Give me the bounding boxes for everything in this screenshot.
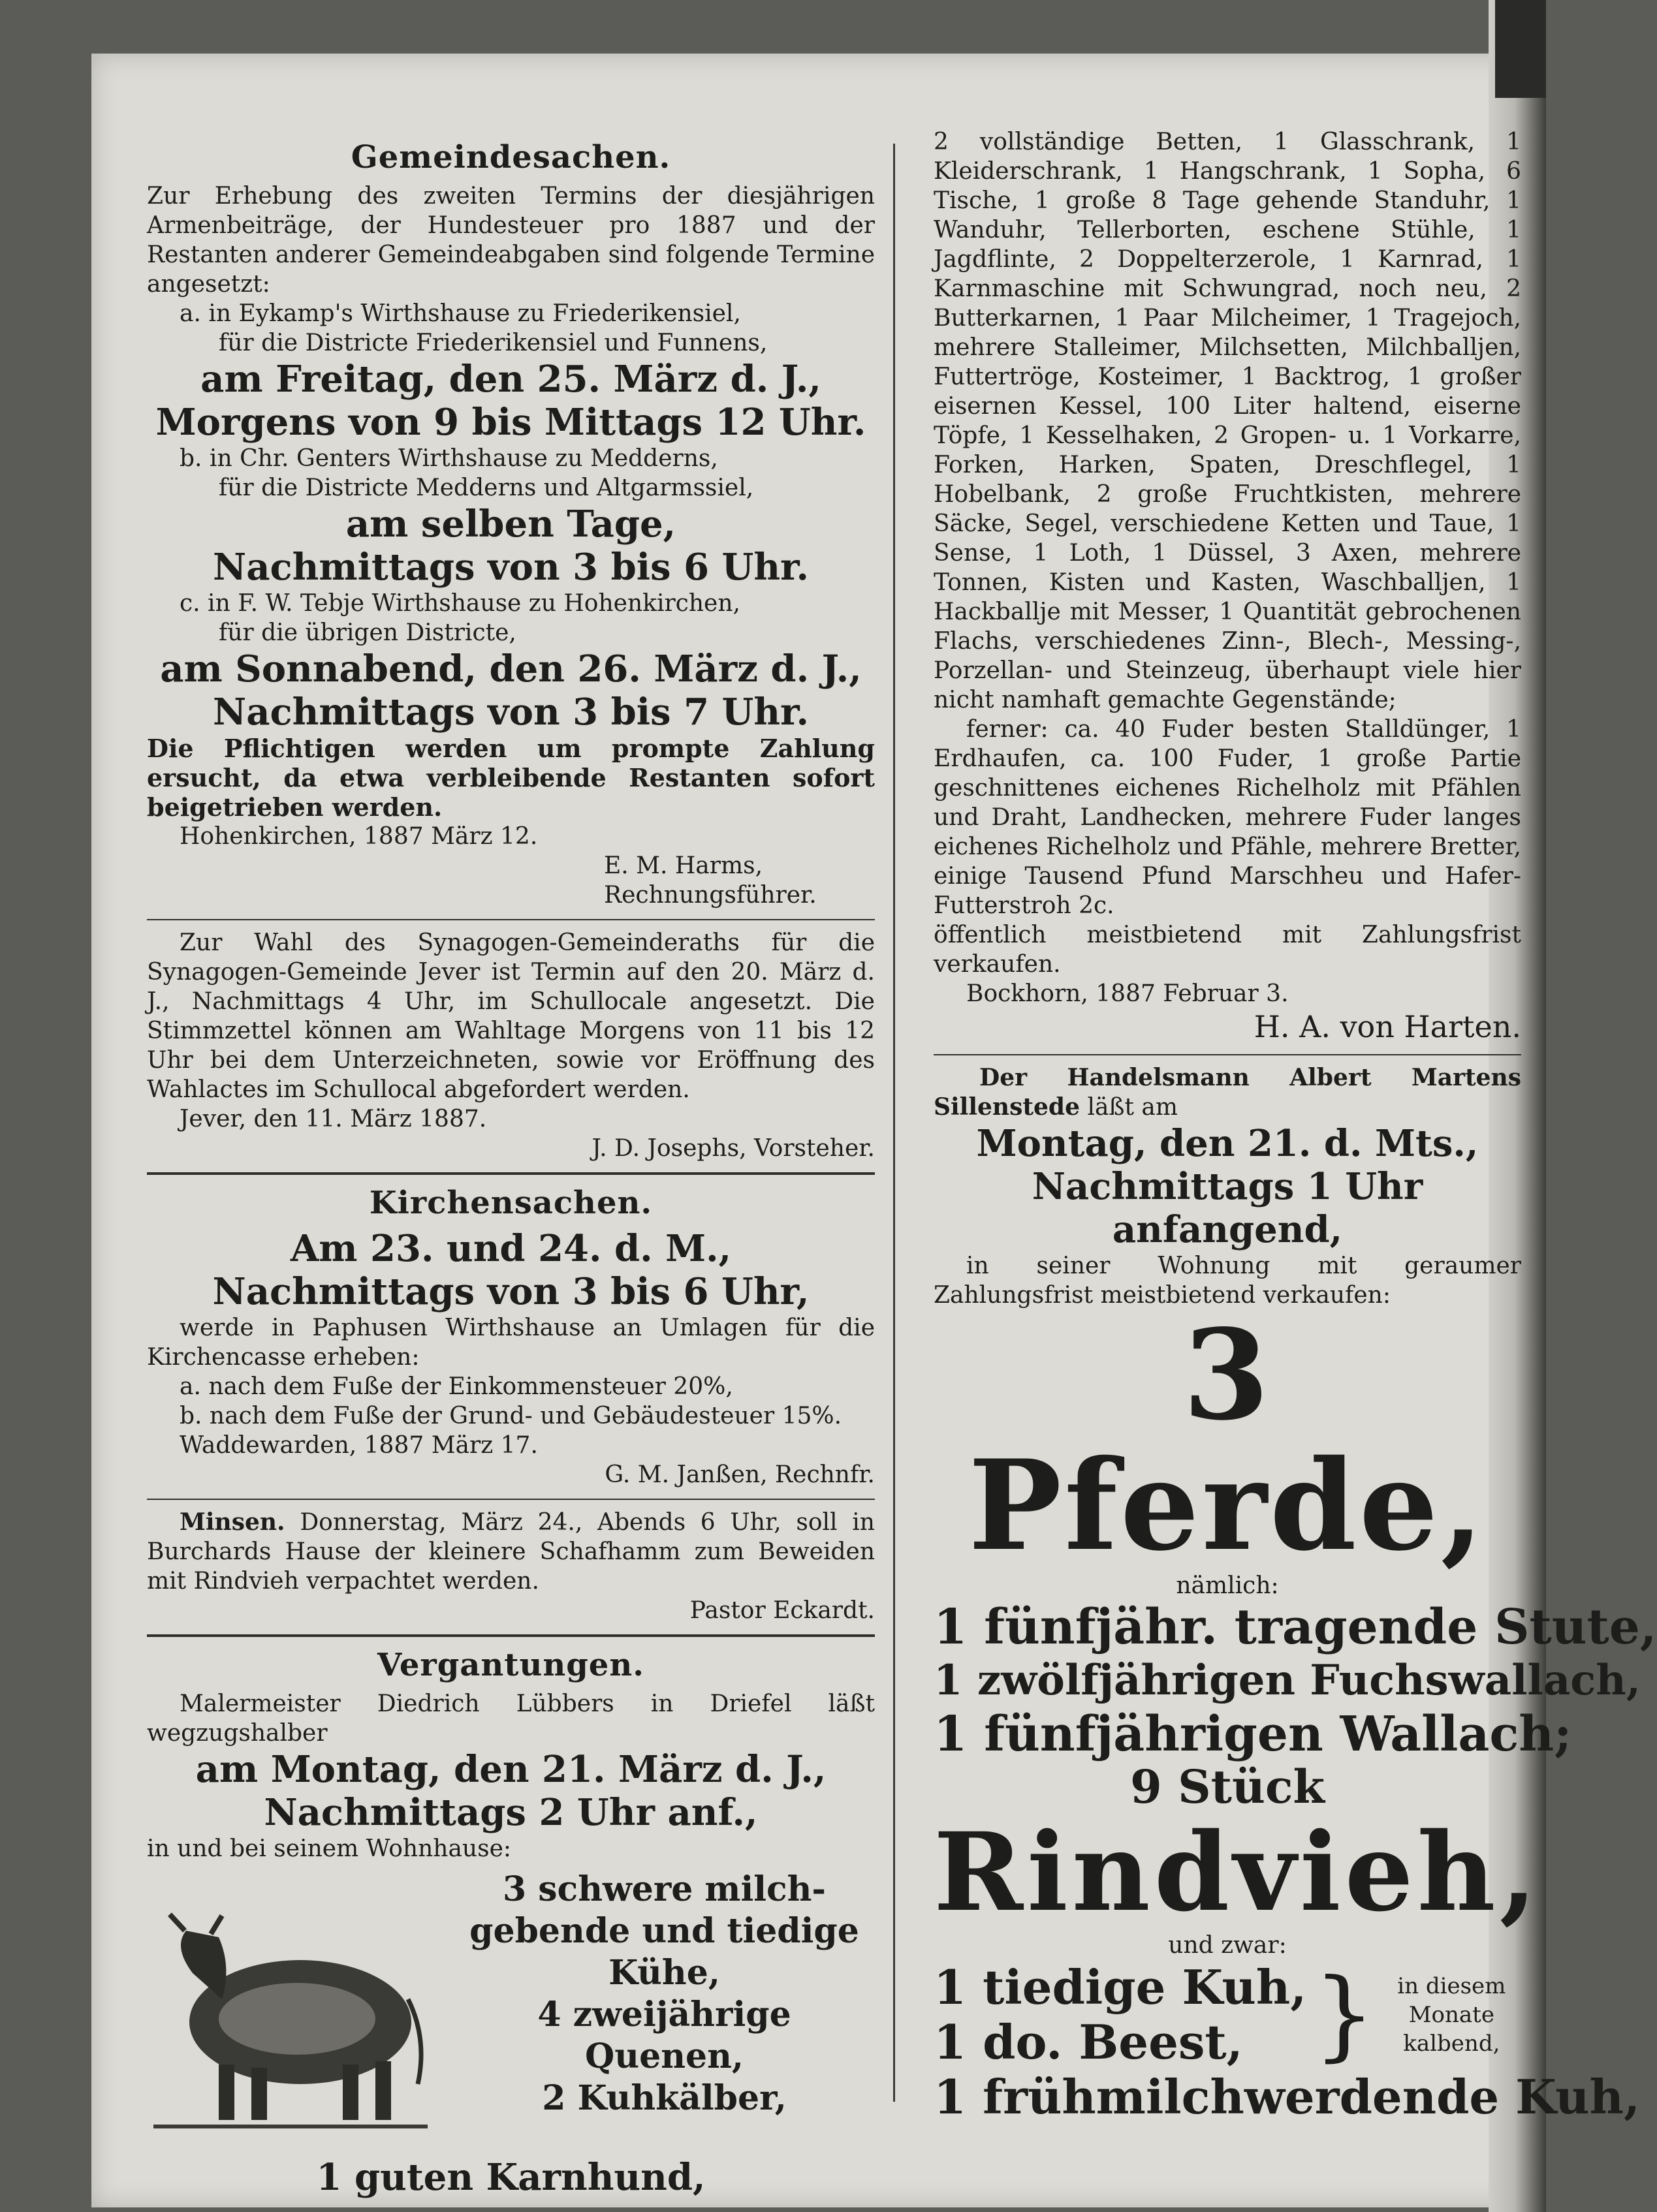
cow-last: 1 frühmilchwerdende Kuh, <box>934 2069 1641 2125</box>
kirchen-place-date: Waddewarden, 1887 März 17. <box>180 1432 538 1459</box>
harten-signer: H. A. von Harten. <box>1254 1009 1521 1044</box>
section-rule <box>934 1054 1521 1055</box>
pferde-headline: 3 Pferde, <box>968 1302 1487 1578</box>
martens-lead-line <box>934 1063 1521 1122</box>
gemeinde-b-area: für die Districte Medderns und Altgarmssiel, <box>219 475 754 501</box>
martens-where: in seiner Wohnung mit geraumer Zahlungsfrist meistbietend verkaufen: <box>934 1253 1521 1309</box>
cattle-offer <box>147 1869 875 2156</box>
harten-sale: öffentlich meistbietend mit Zahlungsfrist verkaufen. <box>934 922 1521 978</box>
martens-lead: Der Handelsmann Albert Martens Sillenstede <box>934 1064 1521 1121</box>
martens-date: Montag, den 21. d. Mts., <box>976 1122 1479 1165</box>
gemeinde-c-area: für die übrigen Districte, <box>219 619 516 646</box>
kirchen-a: a. nach dem Fuße der Einkommensteuer 20%, <box>180 1373 733 1400</box>
cow-note: in diesem Monate kalbend, <box>1397 1973 1506 2057</box>
harten-items: 2 vollständige Betten, 1 Glasschrank, 1 Kleiderschrank, 1 Hangschrank, 1 Sopha, 6 Tische, 1 große 8 Tage gehende Standuhr, 1 Wanduhr, Tellerborten, eschene Stühle, 1 Jagdflinte, 2 Doppelterzerole, 1 Karnrad, 1 Karnmaschine mit Schwungrad, noch neu, 2 Butterkarnen, 1 Paar Milcheimer, 1 Tragejoch, mehrere Stalleimer, Milchsetten, Milchballjen, Futtertröge, Kosteimer, 1 Backtrog, 1 großer eisernen Kessel, 100 Liter haltend, eiserne Töpfe, 1 Kesselhaken, 2 Gropen- u. 1 Vorkarre, Forken, Harken, Spaten, Dreschflegel, 1 Hobelbank, 2 große Fruchtkisten, mehrere Säcke, Segel, verschiedene Ketten und Taue, 1 Sense, 1 Loth, 1 Düssel, 3 Axen, mehrere Tonnen, Kisten und Kasten, Waschballjen, 1 Hackballje mit Messer, 1 Quantität gebrochenen Flachs, verschiedenes Zinn-, Blech-, Messing-, Porzellan- und Steinzeug, überhaupt viele hier nicht namhaft gemachte Gegenstände; <box>934 129 1521 713</box>
stueck-line: 9 Stück <box>1130 1760 1325 1814</box>
cow-icon <box>147 1869 434 2143</box>
vergantungen-text: Malermeister Diedrich Lübbers in Driefel läßt wegzugshalber <box>147 1690 875 1747</box>
horse-item: 1 fünfjähr. tragende Stute, <box>934 1599 1657 1655</box>
horse-item: 1 fünfjährigen Wallach; <box>934 1706 1572 1762</box>
cow-group-list <box>934 1960 1306 2070</box>
gemeinde-a-time: Morgens von 9 bis Mittags 12 Uhr. <box>155 401 866 444</box>
martens-lead-rest: läßt am <box>1087 1094 1178 1121</box>
gemeinde-c-date: am Sonnabend, den 26. März d. J., <box>160 647 862 691</box>
gemeinde-signer: E. M. Harms, <box>604 852 763 879</box>
section-rule <box>147 1499 875 1500</box>
gemeinde-c-time: Nachmittags von 3 bis 7 Uhr. <box>213 691 809 734</box>
cow-illustration <box>147 1869 454 2156</box>
cow-group <box>934 1960 1521 2070</box>
gemeinde-c-place: c. in F. W. Tebje Wirthshause zu Hohenkirchen, <box>180 590 740 617</box>
kirchen-time: Nachmittags von 3 bis 6 Uhr, <box>212 1270 810 1313</box>
horse-item: 1 zwölfjährigen Fuchswallach, <box>934 1656 1641 1705</box>
section-rule <box>147 1634 875 1637</box>
gemeinde-signer-role: Rechnungsführer. <box>604 882 817 909</box>
minsen-lead: Minsen. <box>180 1508 285 1536</box>
gemeinde-b-place: b. in Chr. Genters Wirthshause zu Medderns, <box>180 445 718 472</box>
section-rule <box>147 1172 875 1175</box>
cattle-item: Quenen, <box>585 2036 744 2076</box>
minsen-notice <box>147 1508 875 1596</box>
vergantungen-date: am Montag, den 21. März d. J., <box>195 1748 827 1791</box>
vergantungen-time: Nachmittags 2 Uhr anf., <box>264 1791 758 1834</box>
cattle-item: gebende und tiedige <box>469 1911 859 1951</box>
vergantungen-where: in und bei seinem Wohnhause: <box>147 1835 512 1862</box>
gemeinde-intro: Zur Erhebung des zweiten Termins der diesjährigen Armenbeiträge, der Hundesteuer pro 1887 und der Restanten anderer Gemeindeabgaben sind folgende Termine angesetzt: <box>147 183 875 298</box>
harten-ferner: ferner: ca. 40 Fuder besten Stalldünger, 1 Erdhaufen, ca. 100 Fuder, 1 große Partie geschnittenes eichenes Richelholz mit Pfählen und Draht, Landhecken, mehrere Fuder langes eichenes Richelholz und Pfähle, mehrere Bretter, einige Tausend Pfund Marschheu und Hafer-Futterstroh 2c. <box>934 716 1521 919</box>
gemeinde-warning: Die Pflichtigen werden um prompte Zahlung ersucht, da etwa verbleibende Restanten sofort beigetrieben werden. <box>147 734 875 822</box>
brace-glyph: } <box>1313 1958 1376 2072</box>
naemlich: nämlich: <box>1176 1572 1279 1599</box>
gemeinde-place-date: Hohenkirchen, 1887 März 12. <box>180 823 538 850</box>
synagoge-signer: J. D. Josephs, Vorsteher. <box>592 1135 875 1162</box>
synagoge-text: Zur Wahl des Synagogen-Gemeinderaths für die Synagogen-Gemeinde Jever ist Termin auf den 20. März d. J., Nachmittags 4 Uhr, im Schullocale angesetzt. Die Stimmzettel können am Wahltage Morgens von 11 bis 12 Uhr bei dem Unterzeichneten, sowie vor Eröffnung des Wahlactes im Schullocal abgefordert werden. <box>147 929 875 1103</box>
martens-time: Nachmittags 1 Uhr anfangend, <box>1032 1165 1423 1251</box>
kirchen-date: Am 23. und 24. d. M., <box>290 1227 732 1270</box>
gemeinde-a-place: a. in Eykamp's Wirthshause zu Friederikensiel, <box>180 300 741 327</box>
vergantungen-last: 1 guten Karnhund, <box>316 2156 706 2199</box>
right-column <box>934 78 1657 2125</box>
cattle-list <box>454 1869 875 2119</box>
left-column <box>147 78 875 2199</box>
kirchen-b: b. nach dem Fuße der Grund- und Gebäudesteuer 15%. <box>180 1403 842 1429</box>
kirchen-heading: Kirchensachen. <box>369 1185 653 1221</box>
cattle-item: 2 Kuhkälber, <box>542 2078 787 2118</box>
gemeinde-a-area: für die Districte Friederikensiel und Funnens, <box>219 330 768 356</box>
kirchen-signer: G. M. Janßen, Rechnfr. <box>605 1461 875 1488</box>
harten-place-date: Bockhorn, 1887 Februar 3. <box>966 980 1289 1007</box>
cow-item: 1 do. Beest, <box>934 2014 1243 2070</box>
minsen-text: Donnerstag, März 24., Abends 6 Uhr, soll in Burchards Hause der kleinere Schafhamm zum Beweiden mit Rindvieh verpachtet werden. <box>147 1509 875 1595</box>
undzwar: und zwar: <box>1168 1932 1287 1959</box>
gemeinde-b-time: Nachmittags von 3 bis 6 Uhr. <box>213 546 809 589</box>
cattle-item: 4 zweijährige <box>537 1995 791 2034</box>
cattle-item: Kühe, <box>608 1953 720 1993</box>
minsen-signer: Pastor Eckardt. <box>689 1597 875 1624</box>
cattle-item: 3 schwere milch- <box>502 1869 827 1909</box>
cow-item: 1 tiedige Kuh, <box>934 1959 1307 2015</box>
column-divider <box>893 144 895 2102</box>
gemeinde-b-date: am selben Tage, <box>345 503 676 546</box>
gemeinde-heading: Gemeindesachen. <box>351 139 671 176</box>
kirchen-text: werde in Paphusen Wirthshause an Umlagen für die Kirchencasse erheben: <box>147 1315 875 1371</box>
section-rule <box>147 919 875 920</box>
gemeinde-a-date: am Freitag, den 25. März d. J., <box>200 358 821 401</box>
synagoge-place-date: Jever, den 11. März 1887. <box>180 1106 487 1132</box>
rindvieh-headline: Rindvieh, <box>934 1809 1541 1935</box>
vergantungen-heading: Vergantungen. <box>377 1647 644 1683</box>
